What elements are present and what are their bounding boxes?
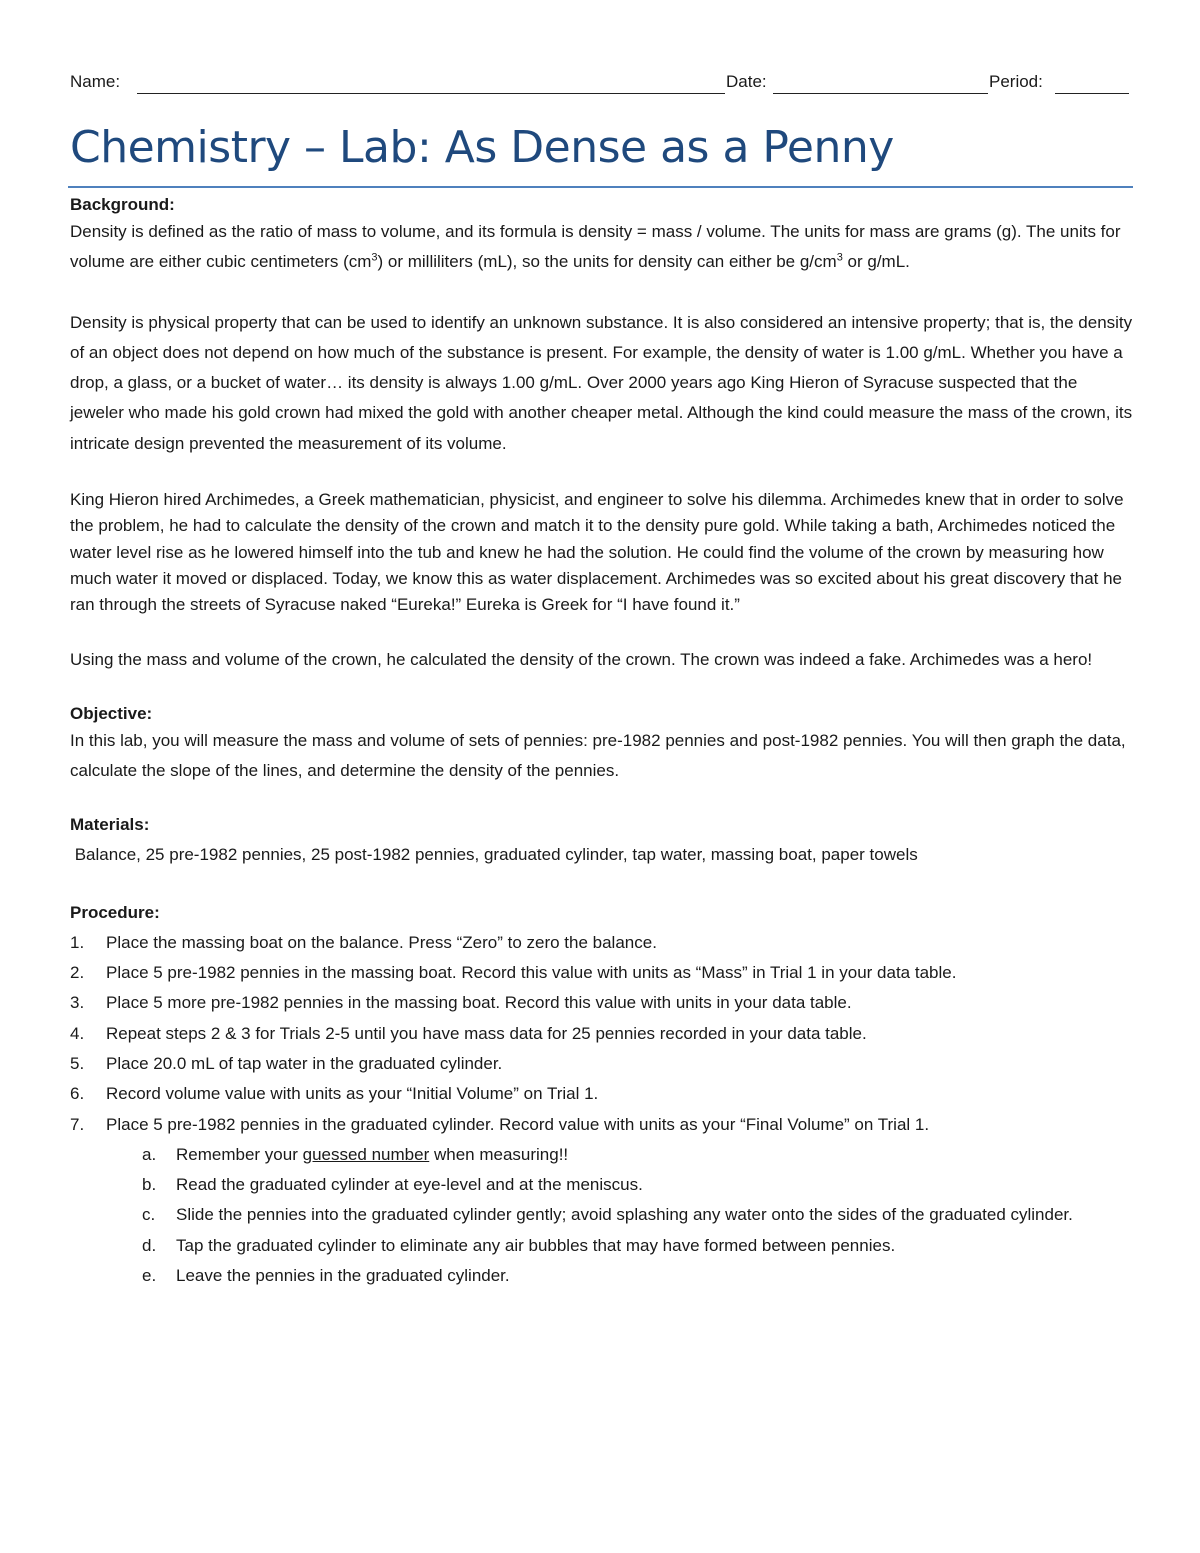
underlined-phrase: guessed number — [302, 1144, 430, 1164]
period-label: Period: — [989, 72, 1043, 91]
procedure-substeps — [70, 1140, 1133, 1291]
substep-text: Slide the pennies into the graduated cylinder gently; avoid splashing any water onto the sides of the graduated cylinder. — [176, 1205, 1073, 1225]
step-text: Place 5 more pre-1982 pennies in the massing boat. Record this value with units in your data table. — [106, 993, 852, 1013]
procedure-substep — [70, 1261, 1133, 1291]
period-blank[interactable] — [1055, 93, 1129, 94]
procedure-step — [70, 958, 1133, 988]
name-blank[interactable] — [137, 93, 725, 94]
objective-heading: Objective: — [70, 703, 153, 723]
background-paragraph-4: Using the mass and volume of the crown, he calculated the density of the crown. The crown was indeed a fake. Archimedes was a hero! — [70, 649, 1093, 669]
superscript-3: 3 — [371, 251, 378, 264]
step-text: Place the massing boat on the balance. Press “Zero” to zero the balance. — [106, 932, 657, 952]
procedure-substep — [70, 1170, 1133, 1200]
step-number: 6. — [70, 1084, 85, 1104]
procedure-step — [70, 1110, 1133, 1140]
substep-text: when measuring!! — [429, 1144, 569, 1164]
step-text: Place 5 pre-1982 pennies in the graduated cylinder. Record value with units as your “Final Volume” on Trial 1. — [106, 1114, 930, 1134]
substep-letter: e. — [142, 1266, 157, 1286]
objective-text: In this lab, you will measure the mass and volume of sets of pennies: pre-1982 pennies and post-1982 pennies. You will then graph the data, calculate the slope of the lines, and determine the density of the pennies. — [70, 730, 1126, 781]
step-text: Record volume value with units as your “Initial Volume” on Trial 1. — [106, 1084, 599, 1104]
step-number: 3. — [70, 993, 85, 1013]
substep-text: Read the graduated cylinder at eye-level and at the meniscus. — [176, 1175, 643, 1195]
procedure-substep — [70, 1140, 1133, 1170]
substep-text: Leave the pennies in the graduated cylinder. — [176, 1266, 510, 1286]
procedure-steps — [70, 928, 1133, 1140]
substep-letter: d. — [142, 1235, 157, 1255]
substep-text: Remember your — [176, 1144, 303, 1164]
procedure-heading: Procedure: — [70, 902, 160, 922]
date-blank[interactable] — [773, 93, 988, 94]
background-p1-text-c: or g/mL. — [842, 252, 910, 272]
step-text: Place 5 pre-1982 pennies in the massing boat. Record this value with units as “Mass” in Trial 1 in your data table. — [106, 963, 957, 983]
step-number: 2. — [70, 963, 85, 983]
student-info-header — [70, 72, 1130, 98]
procedure-substep — [70, 1231, 1133, 1261]
procedure-substep — [70, 1200, 1133, 1230]
substep-text: Tap the graduated cylinder to eliminate any air bubbles that may have formed between pennies. — [176, 1235, 896, 1255]
step-text: Place 20.0 mL of tap water in the graduated cylinder. — [106, 1053, 503, 1073]
step-number: 7. — [70, 1114, 85, 1134]
date-label: Date: — [726, 72, 767, 91]
step-number: 1. — [70, 932, 85, 952]
step-number: 5. — [70, 1053, 85, 1073]
materials-text: Balance, 25 pre-1982 pennies, 25 post-1982 pennies, graduated cylinder, tap water, massing boat, paper towels — [70, 845, 918, 865]
procedure-step — [70, 928, 1133, 958]
background-heading: Background: — [70, 195, 175, 214]
substep-letter: a. — [142, 1144, 157, 1164]
substep-letter: b. — [142, 1175, 157, 1195]
step-text: Repeat steps 2 & 3 for Trials 2-5 until you have mass data for 25 pennies recorded in your data table. — [106, 1023, 867, 1043]
procedure-step — [70, 1049, 1133, 1079]
background-paragraph-1 — [70, 217, 1133, 278]
background-p1-text-b: ) or milliliters (mL), so the units for density can either be g/cm — [377, 252, 837, 272]
background-p1-text-a: Density is defined as the ratio of mass to volume, and its formula is density = mass / volume. The units for mass are grams (g). The units for volume are either cubic centimeters (cm — [70, 222, 1121, 272]
title-divider — [68, 186, 1133, 188]
step-number: 4. — [70, 1023, 85, 1043]
background-paragraph-2: Density is physical property that can be used to identify an unknown substance. It is also considered an intensive property; that is, the density of an object does not depend on how much of the substance is present. For example, the density of water is 1.00 g/mL. Whether you have a drop, a glass, or a bucket of water… its density is always 1.00 g/mL. Over 2000 years ago King Hieron of Syracuse suspected that the jeweler who made his gold crown had mixed the gold with another cheaper metal. Although the kind could measure the mass of the crown, its intricate design prevented the measurement of its volume. — [70, 312, 1133, 453]
name-label: Name: — [70, 72, 121, 91]
superscript-3: 3 — [836, 251, 843, 264]
procedure-step — [70, 1019, 1133, 1049]
materials-heading: Materials: — [70, 815, 150, 835]
substep-letter: c. — [142, 1205, 156, 1225]
worksheet-content — [70, 193, 1133, 1291]
page-title: Chemistry – Lab: As Dense as a Penny — [70, 122, 894, 173]
procedure-step — [70, 988, 1133, 1018]
procedure-step — [70, 1079, 1133, 1109]
background-paragraph-3: King Hieron hired Archimedes, a Greek mathematician, physicist, and engineer to solve his dilemma. Archimedes knew that in order to solve the problem, he had to calculate the density of the crown and match it to the density pure gold. While taking a bath, Archimedes noticed the water level rise as he lowered himself into the tub and knew he had the solution. He could find the volume of the crown by measuring how much water it moved or displaced. Today, we know this as water displacement. Archimedes was so excited about his great discovery that he ran through the streets of Syracuse naked “Eureka!” Eureka is Greek for “I have found it.” — [70, 490, 1124, 615]
